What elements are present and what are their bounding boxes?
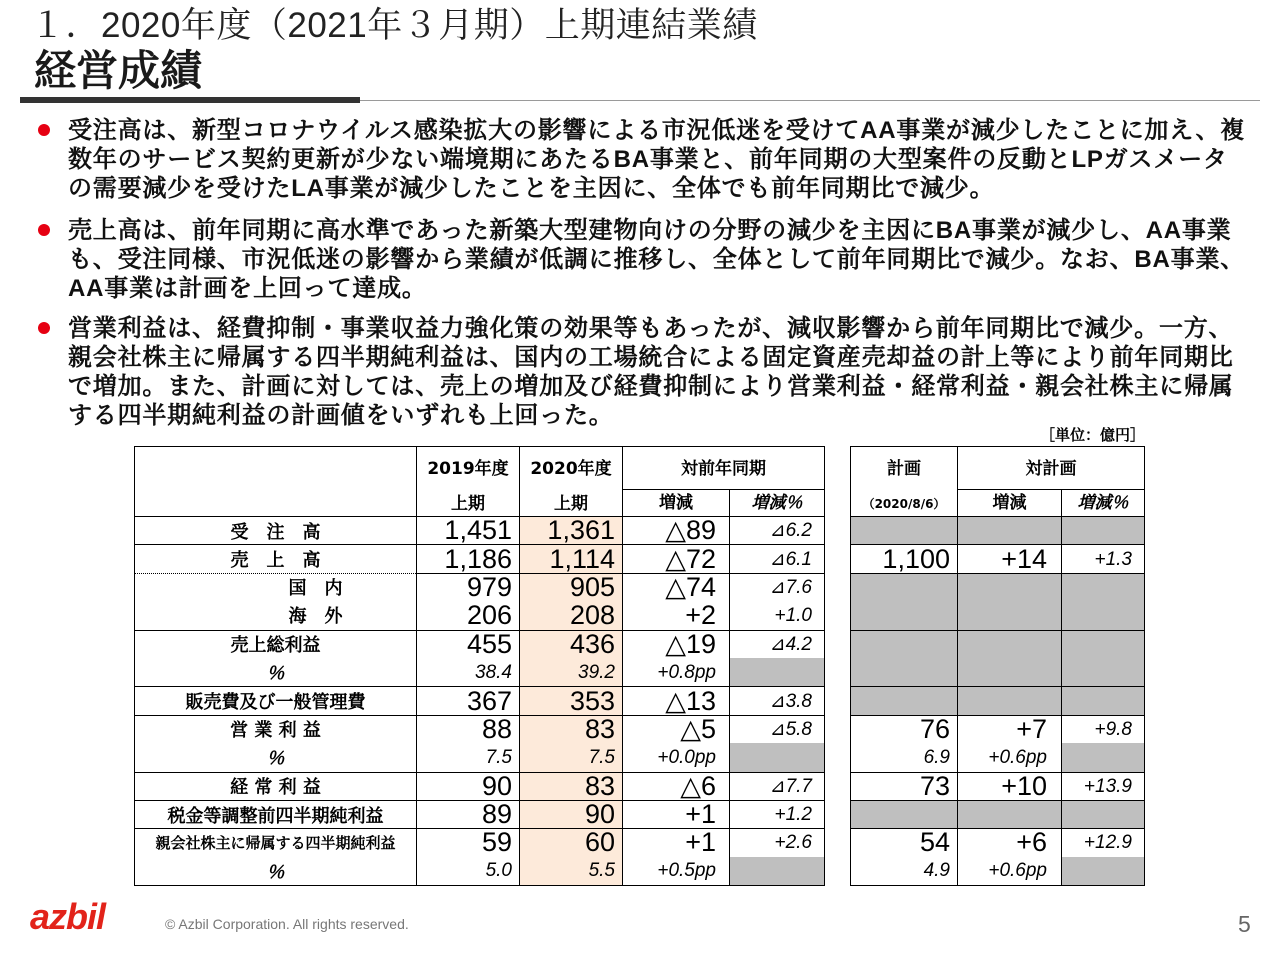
header-fy2020 — [519, 447, 622, 516]
fy2020-value: 7.5 — [519, 743, 622, 771]
bullet-dot-icon — [38, 124, 50, 136]
table-row — [135, 743, 824, 771]
bullet-line: する四半期純利益の計画値をいずれも上回った。 — [68, 402, 614, 429]
change-pct-value: ⊿7.6 — [729, 573, 824, 601]
header-change-pct — [729, 490, 824, 516]
header-vs-plan — [957, 447, 1144, 490]
change-pct-value: ⊿6.1 — [729, 544, 824, 572]
plan-change-value: +7 — [957, 715, 1061, 743]
results-table-body — [135, 516, 824, 885]
bullet-line: 受注高は、新型コロナウイルス感染拡大の影響による市況低迷を受けてAA事業が減少したことに加え、複 — [68, 117, 1246, 144]
change-value: △89 — [622, 516, 729, 544]
change-value: +0.5pp — [622, 857, 729, 885]
plan-value-empty — [851, 630, 957, 658]
header-change-label: 増減 — [659, 493, 693, 513]
row-label: 売上総利益 — [135, 630, 416, 658]
change-pct-value: +1.0 — [729, 601, 824, 629]
change-value: △13 — [622, 686, 729, 714]
fy2020-value: 60 — [519, 828, 622, 856]
change-pct-value: ⊿7.7 — [729, 772, 824, 800]
results-table — [135, 447, 824, 885]
header-change-pct-label: 増減％ — [751, 493, 803, 513]
header-fy2020-period: 上期 — [554, 494, 588, 514]
plan-value-empty — [851, 658, 957, 686]
table-row — [135, 516, 824, 544]
plan-table — [851, 447, 1144, 885]
title-underline — [360, 100, 1260, 101]
table-row — [135, 800, 824, 828]
bullet-line: 親会社株主に帰属する四半期純利益は、国内の工場統合による固定資産売却益の計上等により前年同期比 — [68, 344, 1234, 371]
table-row — [135, 630, 824, 658]
fy2019-value: 206 — [416, 601, 519, 629]
plan-value: 76 — [851, 715, 957, 743]
change-value: △72 — [622, 544, 729, 572]
plan-value: 73 — [851, 772, 957, 800]
header-fy2020-year: 2020年度 — [530, 459, 612, 479]
plan-change-pct-value-empty — [1061, 743, 1144, 771]
row-label: ％ — [266, 663, 285, 685]
table-row — [851, 630, 1144, 658]
change-pct-value: +1.2 — [729, 800, 824, 828]
fy2020-value: 5.5 — [519, 857, 622, 885]
plan-change-value: +0.6pp — [957, 743, 1061, 771]
header-plan-label: 計画 — [887, 459, 921, 479]
section-title: １．2020年度（2021年３月期）上期連結業績 — [30, 6, 758, 45]
change-pct-value: ⊿6.2 — [729, 516, 824, 544]
row-label: ％ — [266, 861, 285, 883]
row-label: 受 注 高 — [135, 516, 416, 544]
header-plan — [851, 447, 957, 516]
row-label: 経 常 利 益 — [135, 772, 416, 800]
table-row — [135, 715, 824, 743]
table-row — [135, 772, 824, 800]
table-row — [135, 828, 824, 856]
bullet-dot-icon — [38, 322, 50, 334]
change-pct-value: ⊿4.2 — [729, 630, 824, 658]
plan-change-value-empty — [957, 658, 1061, 686]
fy2019-value: 455 — [416, 630, 519, 658]
table-row — [851, 828, 1144, 856]
fy2019-value: 1,451 — [416, 516, 519, 544]
header-vs-plan-label: 対計画 — [1025, 459, 1077, 479]
plan-change-value: +6 — [957, 828, 1061, 856]
header-fy2019 — [416, 447, 519, 516]
fy2019-value: 38.4 — [416, 658, 519, 686]
fy2019-value: 88 — [416, 715, 519, 743]
change-value: △6 — [622, 772, 729, 800]
plan-change-pct-value-empty — [1061, 516, 1144, 544]
plan-change-value: +14 — [957, 544, 1061, 572]
page-number: 5 — [1238, 911, 1251, 937]
table-row — [851, 715, 1144, 743]
row-label: 海 外 — [288, 606, 343, 628]
table-row — [851, 772, 1144, 800]
table-row — [851, 516, 1144, 544]
plan-change-pct-value-empty — [1061, 573, 1144, 601]
bullet-profit — [36, 314, 1260, 430]
row-label: 売 上 高 — [135, 544, 416, 572]
fy2020-value: 208 — [519, 601, 622, 629]
header-plan-change — [957, 490, 1061, 516]
plan-change-value-empty — [957, 573, 1061, 601]
plan-change-value-empty — [957, 601, 1061, 629]
header-plan-change-pct-label: 増減％ — [1077, 493, 1129, 513]
plan-change-value-empty — [957, 800, 1061, 828]
unit-label: ［単位：億円］ — [1040, 426, 1146, 444]
header-yoy — [622, 447, 824, 490]
table-row — [135, 658, 824, 686]
fy2020-value: 1,114 — [519, 544, 622, 572]
plan-table-body — [851, 516, 1144, 885]
bullet-line: も、受注同様、市況低迷の影響から業績が低調に推移し、全体として前年同期比で減少。なお、BA事業、 — [68, 246, 1246, 273]
fy2019-value: 367 — [416, 686, 519, 714]
fy2020-value: 83 — [519, 772, 622, 800]
change-value: △5 — [622, 715, 729, 743]
plan-change-pct-value-empty — [1061, 800, 1144, 828]
fy2019-value: 7.5 — [416, 743, 519, 771]
table-row — [851, 573, 1144, 601]
plan-change-value: +10 — [957, 772, 1061, 800]
title-underline-accent — [20, 97, 360, 103]
plan-change-value-empty — [957, 516, 1061, 544]
plan-value-empty — [851, 516, 957, 544]
table-row — [135, 686, 824, 714]
change-pct-value: +2.6 — [729, 828, 824, 856]
bullet-line: 数年のサービス契約更新が少ない端境期にあたるBA事業と、前年同期の大型案件の反動とLPガスメータ — [68, 146, 1228, 173]
plan-change-pct-value: +13.9 — [1061, 772, 1144, 800]
fy2019-value: 979 — [416, 573, 519, 601]
table-row — [135, 544, 824, 572]
plan-change-pct-value-empty — [1061, 630, 1144, 658]
plan-value-empty — [851, 601, 957, 629]
change-value: △74 — [622, 573, 729, 601]
row-label: 営 業 利 益 — [135, 715, 416, 743]
fy2020-value: 436 — [519, 630, 622, 658]
header-change — [622, 490, 729, 516]
fy2020-value: 1,361 — [519, 516, 622, 544]
header-plan-date: （2020/8/6） — [862, 497, 946, 511]
fy2020-value: 39.2 — [519, 658, 622, 686]
table-row — [135, 857, 824, 885]
fy2019-value: 1,186 — [416, 544, 519, 572]
change-value: +0.0pp — [622, 743, 729, 771]
plan-value: 1,100 — [851, 544, 957, 572]
table-row — [851, 601, 1144, 629]
plan-change-value: +0.6pp — [957, 857, 1061, 885]
fy2020-value: 353 — [519, 686, 622, 714]
fy2019-value: 59 — [416, 828, 519, 856]
table-row — [135, 573, 824, 601]
change-pct-value-empty — [729, 743, 824, 771]
page-title: 経営成績 — [34, 46, 203, 95]
plan-value: 6.9 — [923, 746, 950, 768]
table-row — [135, 601, 824, 629]
bullet-line: で増加。また、計画に対しては、売上の増加及び経費抑制により営業利益・経常利益・親会社株主に帰属 — [68, 373, 1234, 400]
table-row — [851, 686, 1144, 714]
row-label: 国 内 — [135, 573, 416, 601]
header-plan-change-label: 増減 — [992, 493, 1027, 513]
change-pct-value: ⊿5.8 — [729, 715, 824, 743]
row-label: ％ — [266, 748, 285, 770]
change-value: +1 — [622, 828, 729, 856]
plan-change-pct-value-empty — [1061, 686, 1144, 714]
fy2020-value: 83 — [519, 715, 622, 743]
fy2019-value: 5.0 — [416, 857, 519, 885]
table-row — [851, 544, 1144, 572]
bullet-line: 売上高は、前年同期に高水準であった新築大型建物向けの分野の減少を主因にBA事業が減少し、AA事業 — [68, 217, 1232, 244]
plan-change-pct-value: +1.3 — [1061, 544, 1144, 572]
plan-value-empty — [851, 573, 957, 601]
bullet-orders — [36, 116, 1260, 203]
change-value: +0.8pp — [622, 658, 729, 686]
change-pct-value-empty — [729, 857, 824, 885]
change-pct-value: ⊿3.8 — [729, 686, 824, 714]
change-pct-value-empty — [729, 658, 824, 686]
row-label: 税金等調整前四半期純利益 — [135, 800, 416, 828]
fy2019-value: 90 — [416, 772, 519, 800]
plan-change-pct-value: +12.9 — [1061, 828, 1144, 856]
plan-value-empty — [851, 800, 957, 828]
table-row — [851, 658, 1144, 686]
row-label: 販売費及び一般管理費 — [135, 686, 416, 714]
table-row — [851, 743, 1144, 771]
plan-value: 54 — [851, 828, 957, 856]
fy2020-value: 90 — [519, 800, 622, 828]
header-label-cell — [135, 447, 416, 516]
plan-change-pct-value-empty — [1061, 658, 1144, 686]
plan-change-value-empty — [957, 686, 1061, 714]
change-value: △19 — [622, 630, 729, 658]
azbil-logo: azbil — [30, 896, 106, 937]
row-label: 親会社株主に帰属する四半期純利益 — [135, 828, 416, 856]
header-fy2019-year: 2019年度 — [427, 459, 509, 479]
change-value: +2 — [622, 601, 729, 629]
copyright: © Azbil Corporation. All rights reserved. — [165, 916, 409, 932]
header-plan-change-pct — [1061, 490, 1144, 516]
fy2020-value: 905 — [519, 573, 622, 601]
plan-change-pct-value-empty — [1061, 857, 1144, 885]
header-fy2019-period: 上期 — [451, 494, 485, 514]
plan-value-empty — [851, 686, 957, 714]
plan-change-pct-value-empty — [1061, 601, 1144, 629]
plan-change-value-empty — [957, 630, 1061, 658]
bullet-line: AA事業は計画を上回って達成。 — [68, 275, 427, 302]
change-value: +1 — [622, 800, 729, 828]
bullet-line: 営業利益は、経費抑制・事業収益力強化策の効果等もあったが、減収影響から前年同期比で減少。一方、 — [68, 315, 1234, 342]
plan-change-pct-value: +9.8 — [1061, 715, 1144, 743]
bullet-sales — [36, 216, 1260, 303]
table-row — [851, 800, 1144, 828]
table-row — [851, 857, 1144, 885]
plan-value: 4.9 — [923, 860, 950, 882]
header-yoy-label: 対前年同期 — [681, 459, 766, 479]
bullet-dot-icon — [38, 224, 50, 236]
bullet-line: の需要減少を受けたLA事業が減少したことを主因に、全体でも前年同期比で減少。 — [68, 175, 995, 202]
fy2019-value: 89 — [416, 800, 519, 828]
